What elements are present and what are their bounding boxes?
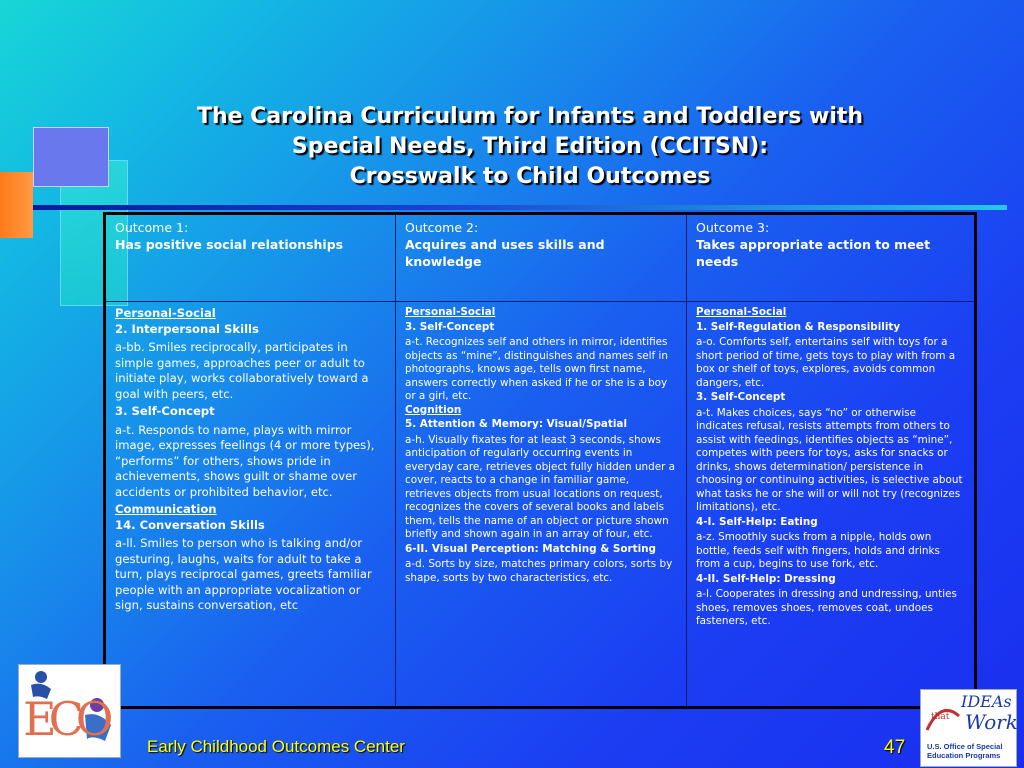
header-label: Outcome 3: [696, 220, 770, 235]
category-heading: Personal-Social [405, 306, 496, 318]
skill-heading: 3. Self-Concept [405, 320, 495, 333]
skill-heading: 1. Self-Regulation & Responsibility [696, 320, 901, 333]
skill-heading: 4-I. Self-Help: Eating [696, 515, 818, 528]
skill-heading: 2. Interpersonal Skills [115, 321, 259, 336]
category-heading: Communication [115, 502, 217, 516]
skill-description: a-h. Visually fixates for at least 3 seconds, shows anticipation of regularly occurring events in everyday care, retrieves object fully hidden under a cover, reacts to a change in familiar game, retrieves objects from usual locations on request, recognizes the covers of several books and labels them, tells the name of an object or picture shown briefly and shown again in an array of four, etc. [405, 433, 676, 540]
skill-heading: 5. Attention & Memory: Visual/Spatial [405, 418, 628, 430]
skill-heading: 3. Self-Concept [696, 391, 786, 403]
title-line-3: Crosswalk to Child Outcomes [349, 164, 711, 189]
footer-center-name: Early Childhood Outcomes Center [147, 737, 405, 756]
category-heading: Personal-Social [115, 306, 216, 320]
skill-heading: 4-II. Self-Help: Dressing [696, 572, 836, 585]
outcome-3-content [687, 302, 976, 708]
skill-description: a-t. Responds to name, plays with mirror image, expresses feelings (4 or more types), “performs” for others, shows pride in achievements, shows guilt or shame over accidents or prohibited behavior, etc. [115, 422, 375, 499]
skill-description: a-o. Comforts self, entertains self with toys for a short period of time, gets toys to play with from a box or shelf of toys, explores, avoids common dangers, etc. [696, 336, 956, 389]
slide-number: 47 [884, 737, 906, 758]
osep-caption: U.S. Office of Special Education Programs [927, 742, 1003, 760]
decor-orange-block [0, 172, 33, 238]
skill-description: a-l. Cooperates in dressing and undressing, unties shoes, removes shoes, removes coat, undoes fasteners, etc. [696, 588, 957, 627]
skill-description: a-t. Makes choices, says “no” or otherwise indicates refusal, resists attempts from others to assist with feedings, identifies objects as “mine”, competes with peers for toys, asks for snacks or drinks, shows determination/ persistence in choosing or continuing activities, is selective about what tasks he or she will or will not try (recognizes limitations), etc. [696, 406, 963, 513]
title-line-2: Special Needs, Third Edition (CCITSN): [291, 134, 769, 159]
decor-blue-square [33, 127, 109, 187]
ideas-text: IDEAs [961, 692, 1012, 711]
ideas-that-work-logo [920, 689, 1017, 767]
outcome-1-content [105, 302, 396, 708]
header-outcome-1 [105, 214, 396, 302]
outcome-2-content [396, 302, 687, 708]
title-divider [33, 205, 1007, 210]
header-row [105, 214, 976, 302]
eco-logo [18, 664, 121, 758]
skill-description: a-d. Sorts by size, matches primary colors, sorts by shape, sorts by two characteristics, etc. [405, 558, 673, 584]
header-subtitle: Has positive social relationships [115, 237, 344, 252]
header-outcome-3 [687, 214, 976, 302]
category-heading: Personal-Social [696, 306, 787, 318]
header-subtitle: Acquires and uses skills and knowledge [405, 237, 605, 269]
crosswalk-table [103, 212, 977, 709]
skill-description: a-t. Recognizes self and others in mirror, identifies objects as “mine”, distinguishes and names self in photographs, knows age, tells own first name, answers correctly when asked if he or she is a boy or a girl, etc. [405, 336, 668, 402]
work-text: Work [965, 710, 1018, 734]
header-label: Outcome 2: [405, 220, 479, 235]
title-line-1: The Carolina Curriculum for Infants and Toddlers with [196, 104, 864, 129]
that-text: that [931, 712, 950, 722]
skill-heading: 14. Conversation Skills [115, 517, 265, 532]
eco-letters: ECO [23, 692, 106, 746]
content-row [105, 302, 976, 708]
skill-description: a-z. Smoothly sucks from a nipple, holds own bottle, feeds self with fingers, holds and drinks from a cup, begins to use fork, etc. [696, 531, 940, 570]
category-heading: Cognition [405, 403, 462, 416]
skill-description: a-ll. Smiles to person who is talking and/or gesturing, laughs, waits for adult to take a turn, plays reciprocal games, greets familiar people with an appropriate vocalization or sign, sustains conversation, etc [115, 536, 372, 612]
header-label: Outcome 1: [115, 220, 189, 235]
skill-heading: 3. Self-Concept [115, 404, 215, 418]
skill-description: a-bb. Smiles reciprocally, participates in simple games, approaches peer or adult to initiate play, works collaboratively toward a goal with peers, etc. [115, 340, 369, 401]
skill-heading: 6-II. Visual Perception: Matching & Sorting [405, 542, 656, 555]
header-outcome-2 [396, 214, 687, 302]
slide-title [100, 102, 960, 192]
header-subtitle: Takes appropriate action to meet needs [696, 237, 931, 269]
